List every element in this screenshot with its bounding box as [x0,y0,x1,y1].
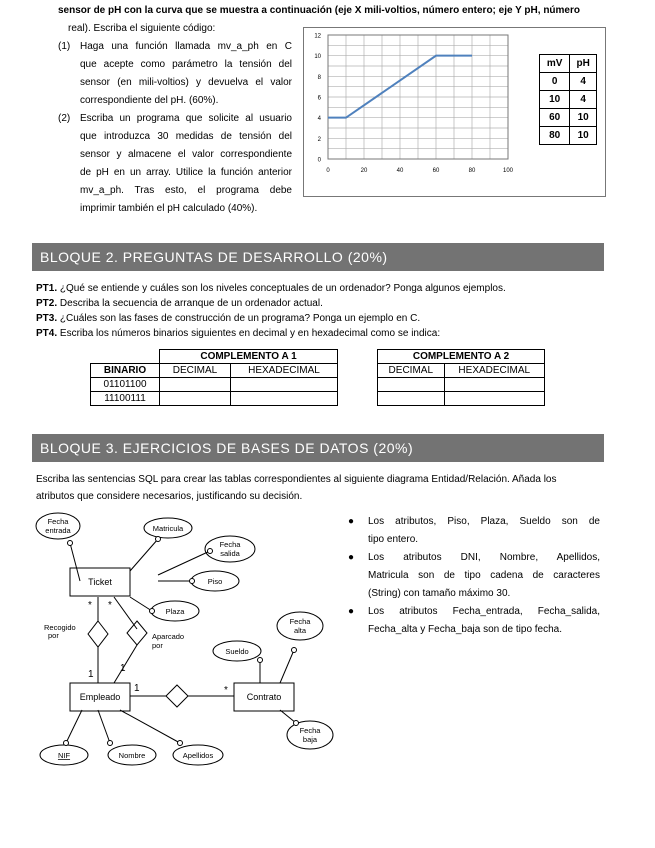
rel-contrato-diamond [166,685,188,707]
attr-label: Sueldo [225,647,249,656]
cardinality: 1 [134,683,140,694]
attr-label: Fecha [299,726,321,735]
attr-label: Plaza [165,607,185,616]
item2-line: que introduzca 30 medidas de tensión del [80,131,292,142]
y-tick-label: 0 [317,157,321,164]
ph-table [539,54,597,145]
attr-label: alta [293,626,307,635]
answer-cell[interactable] [230,392,337,406]
bullet-line: (String) con tamaño máximo 30. [368,588,511,599]
y-tick-label: 8 [317,74,321,81]
attr-label: Fecha [289,617,311,626]
col-hexadecimal: HEXADECIMAL [230,364,337,378]
top-line-1: sensor de pH con la curva que se muestra a continuación (eje X mili-voltios, número entero; eje Y pH, número [58,5,580,16]
rel-label: por [152,641,163,650]
item1-line: correspondiente del pH. (60%). [80,95,219,106]
question-pt1: PT1. ¿Qué se entiende y cuáles son los niveles conceptuales de un ordenador? Ponga algunos ejemplos. [36,283,506,294]
ph-cell: 4 [570,73,597,91]
answer-cell[interactable] [160,378,231,392]
cardinality: 1 [120,663,126,674]
col-binario: BINARIO [91,364,160,378]
item1-number: (1) [58,41,71,52]
attr-label: salida [220,549,240,558]
er-diagram [30,505,345,780]
bloque2-questions [36,281,606,341]
bullet-line: Matricula son de tipo cadena de caracteres [368,570,600,581]
entity-contrato-label: Contrato [246,692,282,702]
attr-label: Fecha [47,517,69,526]
rel-label: Aparcado [152,632,185,641]
item1-line: sensor (en mili-voltios) y devuelva el valor [80,77,292,88]
bloque3-intro [36,471,604,505]
answer-cell[interactable] [160,392,231,406]
x-tick-label: 60 [432,168,440,174]
attr-label: entrada [45,526,71,535]
ph-cell: 80 [540,127,570,145]
col-decimal: DECIMAL [160,364,231,378]
x-tick-label: 40 [396,168,404,174]
question-pt3: PT3. ¿Cuáles son las fases de construcción de un programa? Ponga un ejemplo en C. [36,313,421,324]
x-tick-label: 100 [502,168,514,174]
bullet-line: Los atributos, Piso, Plaza, Sueldo son de [368,516,600,527]
item1-text [80,38,292,110]
y-tick-label: 10 [314,54,321,61]
y-tick-label: 2 [317,136,321,143]
answer-cell[interactable] [444,378,544,392]
attr-label: Piso [207,577,223,586]
attr-label: Fecha [219,540,241,549]
question-pt4: PT4. Escriba los números binarios siguientes en decimal y en hexadecimal como se indica: [36,328,441,339]
bullet-item: ● Los atributos DNI, Nombre, Apellidos, Matricula son de tipo cadena de caracteres (String) con tamaño máximo 30. [348,549,600,603]
col-decimal: DECIMAL [378,364,445,378]
ph-table-header-ph: pH [570,55,597,73]
item2-line: Escriba un programa que solicite al usuario [80,113,292,124]
intro-line: Escriba las sentencias SQL para crear las tablas correspondientes al siguiente diagrama Entidad/Relación. Añada los [36,474,557,485]
rel-recogido-diamond [88,621,108,647]
bullet-line: Los atributos DNI, Nombre, Apellidos, [368,552,600,563]
entity-ticket-label: Ticket [88,577,112,587]
ph-cell: 4 [570,91,597,109]
item2-number: (2) [58,113,71,124]
y-tick-label: 12 [314,33,321,40]
ph-cell: 10 [570,109,597,127]
bloque2-banner: BLOQUE 2. PREGUNTAS DE DESARROLLO (20%) [32,243,604,271]
bullet-line: Los atributos Fecha_entrada, Fecha_salida, [368,606,600,617]
rel-label: por [48,631,59,640]
rel-aparcado-diamond [127,621,147,645]
ph-table-header-mv: mV [540,55,570,73]
intro-line: atributos que considere necesarios, justificando su decisión. [36,491,303,502]
answer-cell[interactable] [230,378,337,392]
question-pt2: PT2. Describa la secuencia de arranque de un ordenador actual. [36,298,323,309]
bullet-line: Fecha_alta y Fecha_baja son de tipo fecha. [368,624,563,635]
bullet-line: tipo entero. [368,534,419,545]
attr-label: Apellidos [182,751,214,760]
ph-cell: 10 [570,127,597,145]
attr-label: baja [302,735,318,744]
bullet-item: ● Los atributos, Piso, Plaza, Sueldo son de tipo entero. [348,513,600,549]
item2-text [80,110,292,218]
rel-label: Recogido [44,623,76,632]
answer-cell[interactable] [444,392,544,406]
cardinality: 1 [88,669,94,680]
attr-label: Nombre [118,751,146,760]
entity-empleado-label: Empleado [79,692,121,702]
item1-line: Haga una función llamada mv_a_ph en C [80,41,292,52]
bullet-item: ● Los atributos Fecha_entrada, Fecha_salida, Fecha_alta y Fecha_baja son de tipo fecha. [348,603,600,639]
item2-line: sensor y almacene el valor correspondiente [80,149,292,160]
x-tick-label: 20 [360,168,368,174]
cardinality: * [108,600,112,611]
col-hexadecimal: HEXADECIMAL [444,364,544,378]
ph-curve-chart [303,27,533,197]
y-tick-label: 6 [317,95,321,102]
binary-value: 01101100 [91,378,160,392]
bloque3-banner: BLOQUE 3. EJERCICIOS DE BASES DE DATOS (20%) [32,434,604,462]
attr-label: Matricula [152,524,184,533]
top-line-2: real). Escriba el siguiente código: [68,23,216,34]
item2-line: de pH en un array. Utilice la función anterior [80,167,292,178]
cardinality: * [224,685,228,696]
complemento-a1-table [90,349,338,406]
answer-cell[interactable] [378,392,445,406]
item2-line: imprimir también el pH calculado (40%). [80,203,258,214]
answer-cell[interactable] [378,378,445,392]
attr-label-key: NIF [57,751,71,760]
complemento-a1-title: COMPLEMENTO A 1 [160,350,338,364]
y-tick-label: 4 [317,116,321,123]
complemento-a2-title: COMPLEMENTO A 2 [378,350,545,364]
ph-cell: 60 [540,109,570,127]
x-tick-label: 0 [326,168,330,174]
cardinality: * [88,600,92,611]
item2-line: mv_a_ph. Tras esto, el programa debe [80,185,292,196]
ph-cell: 0 [540,73,570,91]
complemento-a2-table [377,349,545,406]
binary-value: 11100111 [91,392,160,406]
item1-line: que acepte como parámetro la tensión del [80,59,292,70]
bloque3-bullets [348,513,600,639]
x-tick-label: 80 [468,168,476,174]
ph-cell: 10 [540,91,570,109]
